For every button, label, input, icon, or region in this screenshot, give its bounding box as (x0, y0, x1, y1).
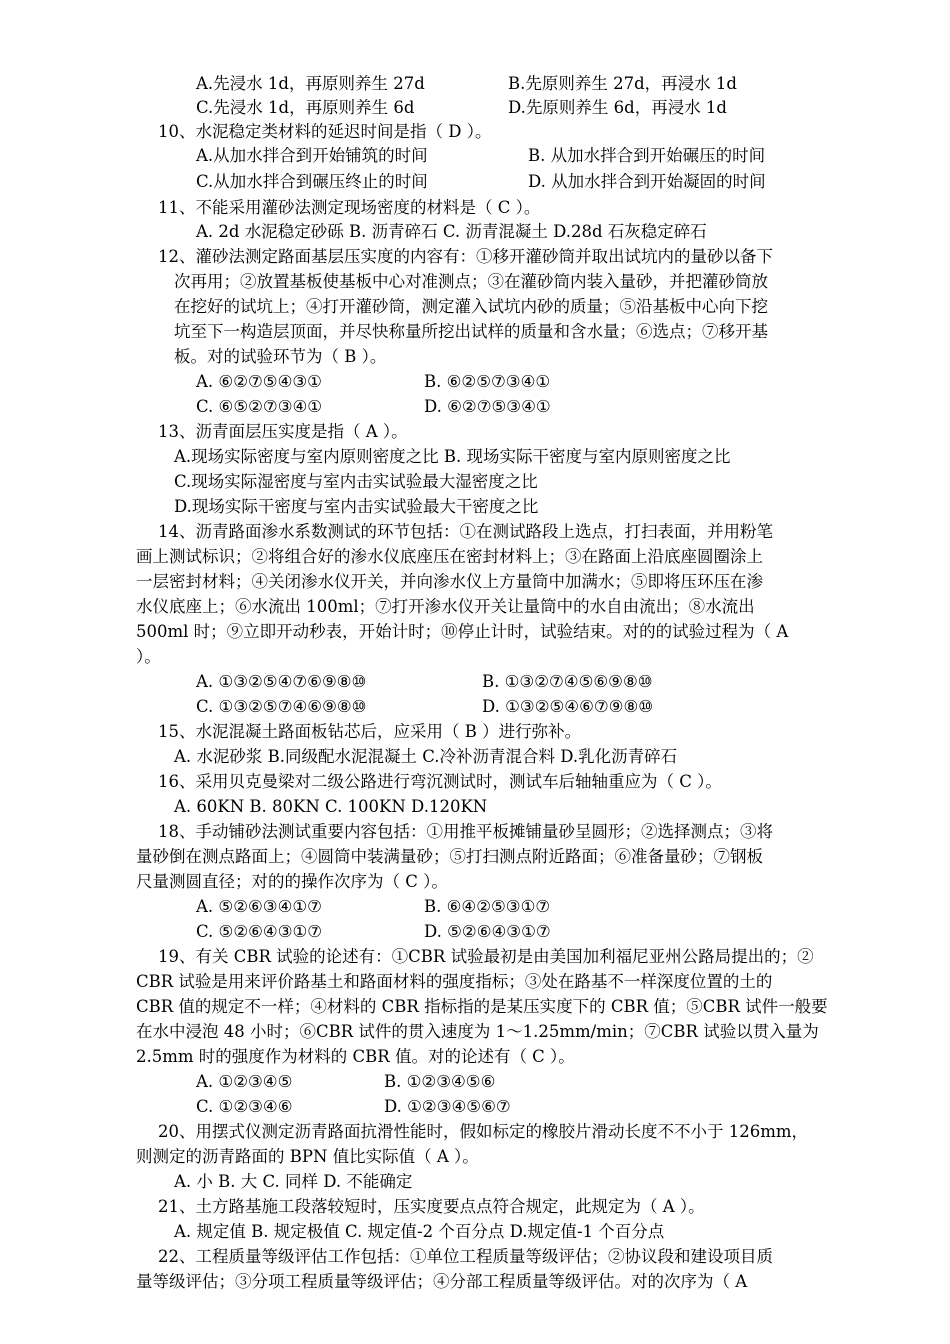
text-line: A. 60KN B. 80KN C. 100KN D.120KN (174, 797, 488, 816)
text-line: 13、沥青面层压实度是指（ A ）。 (158, 422, 408, 441)
text-line: A. 规定值 B. 规定极值 C. 规定值-2 个百分点 D.规定值-1 个百分点 (174, 1222, 665, 1241)
text-line: 12、灌砂法测定路面基层压实度的内容有：①移开灌砂筒并取出试坑内的量砂以备下 (158, 247, 773, 266)
text-line: C. ⑤②⑥④③①⑦ (196, 922, 323, 941)
text-line: A.现场实际密度与室内原则密度之比 B. 现场实际干密度与室内原则密度之比 (174, 447, 731, 466)
text-line: D.先原则养生 6d，再浸水 1d (508, 98, 727, 117)
text-line: A. ①③②⑤④⑦⑥⑨⑧⑩ (196, 672, 367, 691)
text-line: D. ①②③④⑤⑥⑦ (384, 1097, 511, 1116)
text-line: 在水中浸泡 48 小时；⑥CBR 试件的贯入速度为 1～1.25mm/min；⑦CBR 试验以贯入量为 (136, 1022, 819, 1041)
text-line: 量砂倒在测点路面上；④圆筒中装满量砂；⑤打扫测点附近路面；⑥准备量砂；⑦钢板 (136, 847, 763, 866)
text-line: A.从加水拌合到开始铺筑的时间 (196, 146, 428, 165)
text-line: 尺量测圆直径；对的的操作次序为（ C ）。 (136, 872, 448, 891)
text-line: 2.5mm 时的强度作为材料的 CBR 值。对的论述有（ C ）。 (136, 1047, 575, 1066)
text-line: 板。对的试验环节为（ B ）。 (174, 347, 387, 366)
text-line: 16、采用贝克曼梁对二级公路进行弯沉测试时，测试车后轴轴重应为（ C ）。 (158, 772, 722, 791)
text-line: 18、手动铺砂法测试重要内容包括：①用推平板摊铺量砂呈圆形；②选择测点；③将 (158, 822, 773, 841)
text-line: 19、有关 CBR 试验的论述有：①CBR 试验最初是由美国加利福尼亚州公路局提出的；② (158, 947, 814, 966)
text-line: 500ml 时；⑨立即开动秒表，开始计时；⑩停止计时，试验结束。对的的试验过程为（ A (136, 622, 789, 641)
text-line: D. 从加水拌合到开始凝固的时间 (528, 172, 766, 191)
text-line: CBR 值的规定不一样；④材料的 CBR 指标指的是某压实度下的 CBR 值；⑤CBR 试件一般要 (136, 997, 828, 1016)
text-line: A. 2d 水泥稳定砂砾 B. 沥青碎石 C. 沥青混凝土 D.28d 石灰稳定碎石 (196, 222, 707, 241)
text-line: C. ⑥⑤②⑦③④① (196, 397, 323, 416)
text-line: 11、不能采用灌砂法测定现场密度的材料是（ C ）。 (158, 198, 541, 217)
text-line: 14、沥青路面渗水系数测试的环节包括：①在测试路段上选点，打扫表面，并用粉笔 (158, 522, 773, 541)
text-line: D.现场实际干密度与室内击实试验最大干密度之比 (174, 497, 539, 516)
text-line: B. ①③②⑦④⑤⑥⑨⑧⑩ (482, 672, 653, 691)
text-line: D. ①③②⑤④⑥⑦⑨⑧⑩ (482, 697, 654, 716)
text-line: 22、工程质量等级评估工作包括：①单位工程质量等级评估；②协议段和建设项目质 (158, 1247, 773, 1266)
text-line: A. ⑥②⑦⑤④③① (196, 372, 322, 391)
text-line: D. ⑤②⑥④③①⑦ (424, 922, 551, 941)
text-line: 在挖好的试坑上；④打开灌砂筒，测定灌入试坑内砂的质量；⑤沿基板中心向下挖 (174, 297, 768, 316)
text-line: 一层密封材料；④关闭渗水仪开关，并向渗水仪上方量筒中加满水；⑤即将压环压在渗 (136, 572, 763, 591)
text-line: ）。 (136, 647, 161, 666)
text-line: C.现场实际湿密度与室内击实试验最大湿密度之比 (174, 472, 538, 491)
text-line: 10、水泥稳定类材料的延迟时间是指（ D ）。 (158, 122, 492, 141)
text-line: A. ①②③④⑤ (196, 1072, 293, 1091)
text-line: 画上测试标识；②将组合好的渗水仪底座压在密封材料上；③在路面上沿底座圆圈涂上 (136, 547, 763, 566)
text-line: 量等级评估；③分项工程质量等级评估；④分部工程质量等级评估。对的次序为（ A (136, 1272, 748, 1291)
text-line: B. 从加水拌合到开始碾压的时间 (528, 146, 766, 165)
text-line: B. ①②③④⑤⑥ (384, 1072, 496, 1091)
text-line: A. 小 B. 大 C. 同样 D. 不能确定 (174, 1172, 413, 1191)
text-line: C.先浸水 1d，再原则养生 6d (196, 98, 415, 117)
text-line: 则测定的沥青路面的 BPN 值比实际值（ A ）。 (136, 1147, 479, 1166)
text-line: C. ①②③④⑥ (196, 1097, 293, 1116)
text-line: 次再用；②放置基板使基板中心对准测点；③在灌砂筒内装入量砂，并把灌砂筒放 (174, 272, 768, 291)
text-line: CBR 试验是用来评价路基土和路面材料的强度指标；③处在路基不一样深度位置的土的 (136, 972, 773, 991)
text-line: B. ⑥④②⑤③①⑦ (424, 897, 551, 916)
text-line: B. ⑥②⑤⑦③④① (424, 372, 551, 391)
text-line: D. ⑥②⑦⑤③④① (424, 397, 551, 416)
text-line: A. 水泥砂浆 B.同级配水泥混凝土 C.冷补沥青混合料 D.乳化沥青碎石 (174, 747, 678, 766)
text-line: 21、土方路基施工段落较短时，压实度要点点符合规定，此规定为（ A ）。 (158, 1197, 705, 1216)
text-line: 20、用摆式仪测定沥青路面抗滑性能时，假如标定的橡胶片滑动长度不不小于 126mm， (158, 1122, 809, 1141)
text-line: C.从加水拌合到碾压终止的时间 (196, 172, 428, 191)
text-line: A.先浸水 1d，再原则养生 27d (196, 74, 425, 93)
text-line: 15、水泥混凝土路面板钻芯后，应采用（ B ）进行弥补。 (158, 722, 582, 741)
text-line: C. ①③②⑤⑦④⑥⑨⑧⑩ (196, 697, 367, 716)
text-line: 水仪底座上；⑥水流出 100ml；⑦打开渗水仪开关让量筒中的水自由流出；⑧水流出 (136, 597, 755, 616)
text-line: A. ⑤②⑥③④①⑦ (196, 897, 322, 916)
text-line: B.先原则养生 27d，再浸水 1d (508, 74, 737, 93)
text-line: 坑至下一构造层顶面，并尽快称量所挖出试样的质量和含水量；⑥选点；⑦移开基 (174, 322, 768, 341)
